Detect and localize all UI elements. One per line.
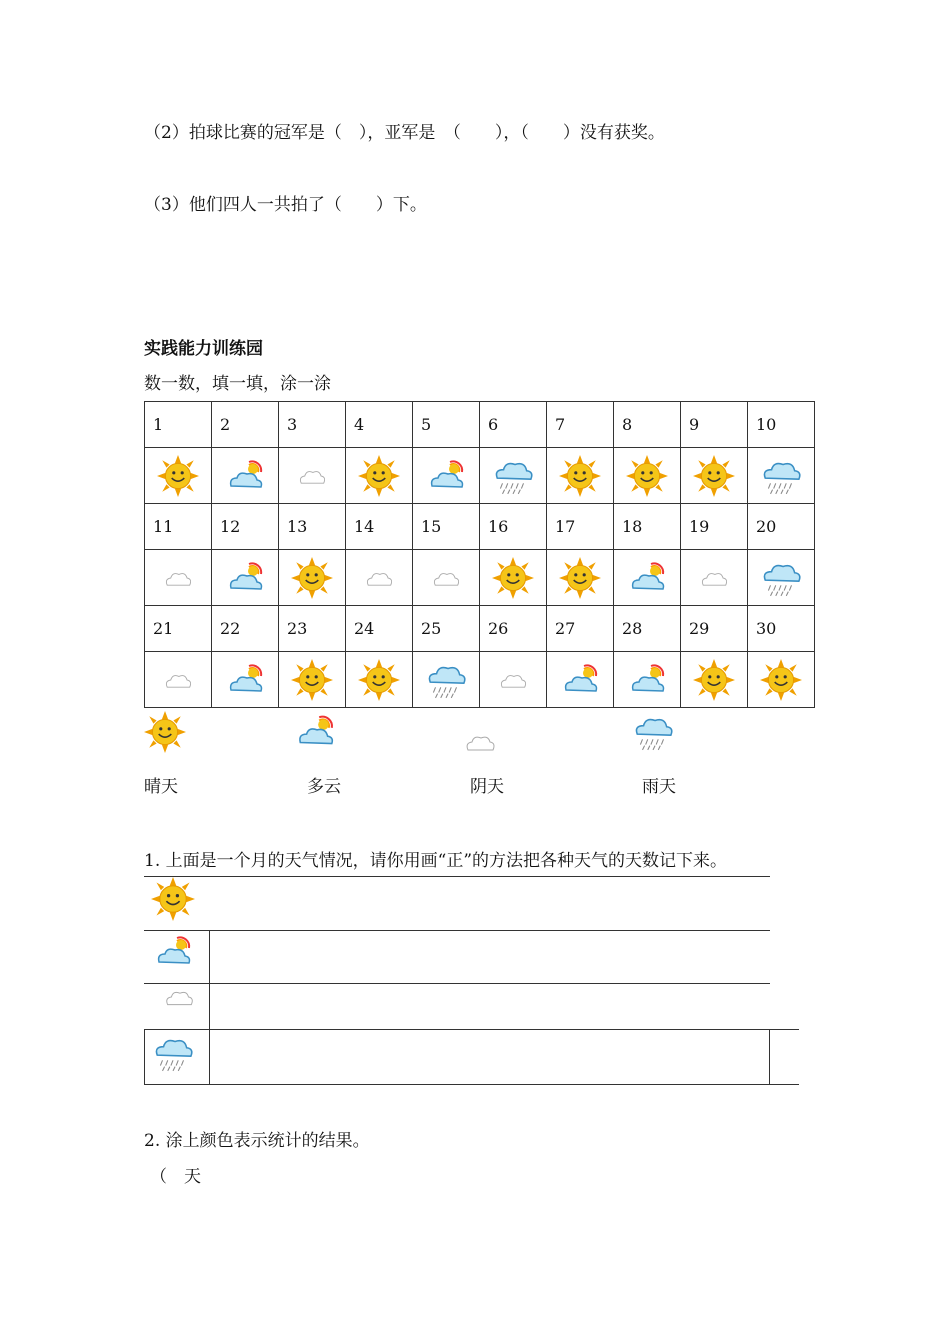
legend-rainy-icon (632, 711, 674, 757)
calendar-day-number: 15 (413, 504, 480, 550)
calendar-weather-cell (480, 652, 547, 708)
rainy-icon (492, 455, 534, 497)
partly-cloudy-icon (627, 660, 667, 700)
calendar-day-number: 13 (279, 504, 346, 550)
calendar-weather-cell (681, 652, 748, 708)
calendar-day-number: 26 (480, 606, 547, 652)
calendar-weather-cell (614, 448, 681, 504)
sunny-icon (693, 659, 735, 701)
legend-partly-cloudy-label: 多云 (307, 777, 341, 797)
calendar-weather-cell (346, 550, 413, 606)
cloudy-icon (160, 662, 196, 698)
calendar-day-number: 8 (614, 402, 681, 448)
calendar-day-number: 25 (413, 606, 480, 652)
tally-partly-cloudy-icon (153, 932, 193, 976)
section-subtitle: 数一数，填一填，涂一涂 (144, 374, 331, 394)
task-1: 1. 上面是一个月的天气情况，请你用画“正”的方法把各种天气的天数记下来。 (144, 851, 728, 871)
tally-rainy-icon (152, 1032, 194, 1078)
rainy-icon (425, 659, 467, 701)
sunny-icon (760, 659, 802, 701)
calendar-weather-cell (279, 652, 346, 708)
calendar-weather-cell (212, 448, 279, 504)
tally-sunny-icon (151, 877, 195, 925)
calendar-day-number: 30 (748, 606, 815, 652)
calendar-weather-cell (480, 448, 547, 504)
chart-axis-hint: （ 天 (150, 1167, 201, 1187)
sunny-icon (291, 557, 333, 599)
calendar-day-number: 10 (748, 402, 815, 448)
calendar-weather-cell (681, 448, 748, 504)
calendar-weather-cell (212, 550, 279, 606)
calendar-day-number: 9 (681, 402, 748, 448)
calendar-day-number: 3 (279, 402, 346, 448)
partly-cloudy-icon (225, 558, 265, 598)
calendar-day-number: 1 (145, 402, 212, 448)
calendar-day-number: 11 (145, 504, 212, 550)
calendar-weather-cell (279, 550, 346, 606)
calendar-day-number: 16 (480, 504, 547, 550)
sunny-icon (559, 557, 601, 599)
calendar-weather-cell (614, 652, 681, 708)
calendar-day-number: 4 (346, 402, 413, 448)
calendar-weather-cell (145, 652, 212, 708)
calendar-weather-cell (346, 448, 413, 504)
calendar-day-number: 17 (547, 504, 614, 550)
calendar-day-number: 24 (346, 606, 413, 652)
calendar-weather-cell (413, 652, 480, 708)
cloudy-icon (495, 662, 531, 698)
calendar-weather-cell (748, 652, 815, 708)
calendar-day-number: 19 (681, 504, 748, 550)
sunny-icon (693, 455, 735, 497)
sunny-icon (559, 455, 601, 497)
sunny-icon (492, 557, 534, 599)
calendar-day-number: 12 (212, 504, 279, 550)
question-2: （2）拍球比赛的冠军是（ ），亚军是 （ ），（ ）没有获奖。 (144, 123, 665, 143)
calendar-day-number: 22 (212, 606, 279, 652)
calendar-weather-cell (547, 550, 614, 606)
sunny-icon (291, 659, 333, 701)
rainy-icon (760, 455, 802, 497)
cloudy-icon (428, 560, 464, 596)
partly-cloudy-icon (560, 660, 600, 700)
calendar-weather-cell (480, 550, 547, 606)
calendar-day-number: 5 (413, 402, 480, 448)
calendar-day-number: 6 (480, 402, 547, 448)
partly-cloudy-icon (426, 456, 466, 496)
legend-cloudy-icon (460, 722, 500, 766)
partly-cloudy-icon (225, 660, 265, 700)
calendar-weather-cell (614, 550, 681, 606)
calendar-day-number: 27 (547, 606, 614, 652)
tally-cloudy-icon (160, 978, 198, 1020)
partly-cloudy-icon (627, 558, 667, 598)
question-3: （3）他们四人一共拍了（ ）下。 (144, 195, 427, 215)
task-2: 2. 涂上颜色表示统计的结果。 (144, 1131, 370, 1151)
calendar-weather-cell (145, 550, 212, 606)
cloudy-icon (294, 458, 330, 494)
calendar-weather-cell (212, 652, 279, 708)
legend-sunny-icon (144, 711, 186, 757)
calendar-day-number: 20 (748, 504, 815, 550)
legend-rainy-label: 雨天 (642, 777, 676, 797)
sunny-icon (358, 659, 400, 701)
rainy-icon (760, 557, 802, 599)
sunny-icon (626, 455, 668, 497)
calendar-weather-cell (145, 448, 212, 504)
calendar-weather-cell (681, 550, 748, 606)
calendar-weather-cell (748, 550, 815, 606)
cloudy-icon (696, 560, 732, 596)
calendar-weather-cell (346, 652, 413, 708)
calendar-weather-cell (748, 448, 815, 504)
calendar-day-number: 7 (547, 402, 614, 448)
calendar-weather-cell (413, 550, 480, 606)
calendar-day-number: 28 (614, 606, 681, 652)
calendar-day-number: 2 (212, 402, 279, 448)
calendar-day-number: 14 (346, 504, 413, 550)
partly-cloudy-icon (225, 456, 265, 496)
calendar-day-number: 23 (279, 606, 346, 652)
calendar-weather-cell (279, 448, 346, 504)
sunny-icon (157, 455, 199, 497)
legend-partly-cloudy-icon (294, 711, 336, 757)
section-title: 实践能力训练园 (144, 339, 263, 359)
legend-sunny-label: 晴天 (144, 777, 178, 797)
legend-cloudy-label: 阴天 (470, 777, 504, 797)
calendar-weather-cell (547, 652, 614, 708)
calendar-day-number: 21 (145, 606, 212, 652)
sunny-icon (358, 455, 400, 497)
calendar-weather-cell (413, 448, 480, 504)
calendar-day-number: 18 (614, 504, 681, 550)
calendar-day-number: 29 (681, 606, 748, 652)
weather-calendar (144, 401, 815, 708)
cloudy-icon (361, 560, 397, 596)
calendar-weather-cell (547, 448, 614, 504)
cloudy-icon (160, 560, 196, 596)
